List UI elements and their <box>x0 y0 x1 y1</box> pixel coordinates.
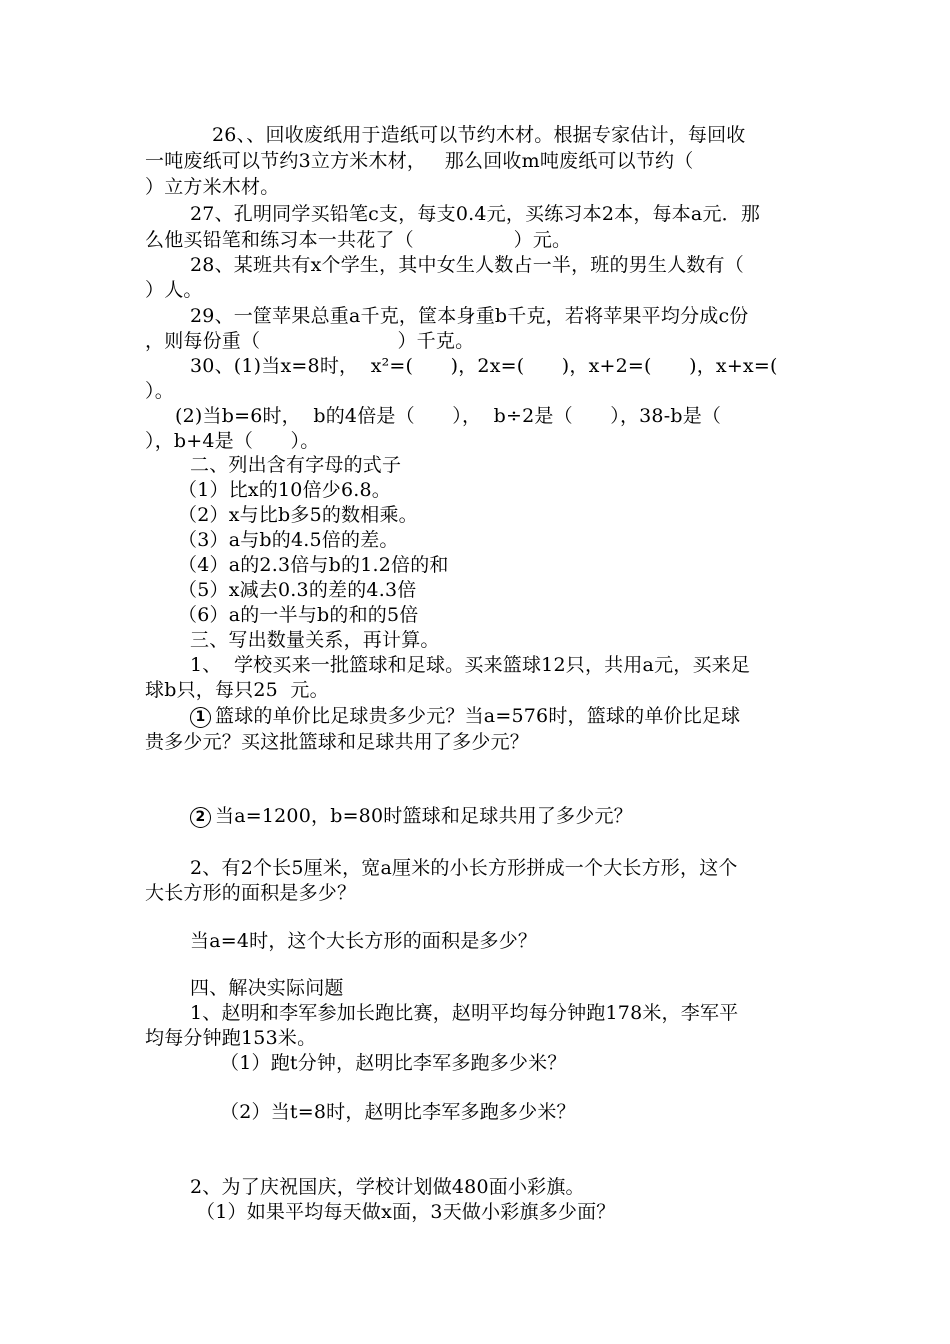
sec3-c1-text: 篮球的单价比足球贵多少元？当a=576时，篮球的单价比足球 <box>215 705 741 727</box>
q30-line-3: (2)当b=6时， b的4倍是（ ）， b÷2是（ ），38-b是（ <box>175 405 722 427</box>
section-2-heading: 二、列出含有字母的式子 <box>190 454 402 476</box>
q26-line-3: ）立方米木材。 <box>145 176 280 198</box>
sec4-p1-sub-1: （1）跑t分钟，赵明比李军多跑多少米？ <box>220 1052 567 1074</box>
sec2-item-1: （1）比x的10倍少6.8。 <box>178 479 391 501</box>
q28-line-2: ）人。 <box>145 279 203 301</box>
sec4-p1-sub-2: （2）当t=8时，赵明比李军多跑多少米？ <box>220 1101 576 1123</box>
sec3-p2-line-1: 2、有2个长5厘米，宽a厘米的小长方形拼成一个大长方形，这个 <box>190 857 738 879</box>
sec3-p1-line-1: 1、 学校买来一批篮球和足球。买来篮球12只，共用a元，买来足 <box>190 654 751 676</box>
circled-number-1: 1 <box>190 707 211 728</box>
sec3-c2-line-1 <box>190 803 633 829</box>
sec4-p1-line-1: 1、赵明和李军参加长跑比赛，赵明平均每分钟跑178米，李军平 <box>190 1002 739 1024</box>
sec2-item-5: （5）x减去0.3的差的4.3倍 <box>178 579 417 601</box>
sec3-p1-line-2: 球b只，每只25 元。 <box>145 679 329 701</box>
sec4-p2-line-1: 2、为了庆祝国庆，学校计划做480面小彩旗。 <box>190 1176 585 1198</box>
section-3-heading: 三、写出数量关系，再计算。 <box>190 629 440 651</box>
sec2-item-2: （2）x与比b多5的数相乘。 <box>178 504 418 526</box>
q29-line-2: ，则每份重（ ）千克。 <box>145 330 475 352</box>
section-4-heading: 四、解决实际问题 <box>190 977 344 999</box>
circled-number-2: 2 <box>190 807 211 828</box>
q30-line-4: ），b+4是（ ）。 <box>145 430 320 452</box>
sec3-p2-line-3: 当a=4时，这个大长方形的面积是多少？ <box>190 930 538 952</box>
q28-line-1: 28、某班共有x个学生，其中女生人数占一半，班的男生人数有（ <box>190 254 744 276</box>
sec3-p2-line-2: 大长方形的面积是多少？ <box>145 882 357 904</box>
sec4-p1-line-2: 均每分钟跑153米。 <box>145 1027 317 1049</box>
q26-line-1: 26、、回收废纸用于造纸可以节约木材。根据专家估计，每回收 <box>212 124 746 146</box>
sec4-p2-sub-1: （1）如果平均每天做x面，3天做小彩旗多少面？ <box>196 1201 616 1223</box>
q30-line-2: ）。 <box>145 380 174 402</box>
q29-line-1: 29、一筐苹果总重a千克，筐本身重b千克，若将苹果平均分成c份 <box>190 305 749 327</box>
sec2-item-3: （3）a与b的4.5倍的差。 <box>178 529 399 551</box>
q27-line-1: 27、孔明同学买铅笔c支，每支0.4元，买练习本2本，每本a元．那 <box>190 203 761 225</box>
sec3-c1-line-2: 贵多少元？买这批篮球和足球共用了多少元？ <box>145 731 530 753</box>
sec2-item-4: （4）a的2.3倍与b的1.2倍的和 <box>178 554 449 576</box>
sec3-c2-text: 当a=1200，b=80时篮球和足球共用了多少元？ <box>215 805 633 827</box>
sec2-item-6: （6）a的一半与b的和的5倍 <box>178 604 419 626</box>
q30-line-1: 30、(1)当x=8时， x²=( )，2x=( )，x+2=( )，x+x=( <box>190 355 778 377</box>
q26-line-2: 一吨废纸可以节约3立方米木材， 那么回收m吨废纸可以节约（ <box>145 150 694 172</box>
q27-line-2: 么他买铅笔和练习本一共花了（ ）元。 <box>145 229 572 251</box>
sec3-c1-line-1 <box>190 703 740 729</box>
